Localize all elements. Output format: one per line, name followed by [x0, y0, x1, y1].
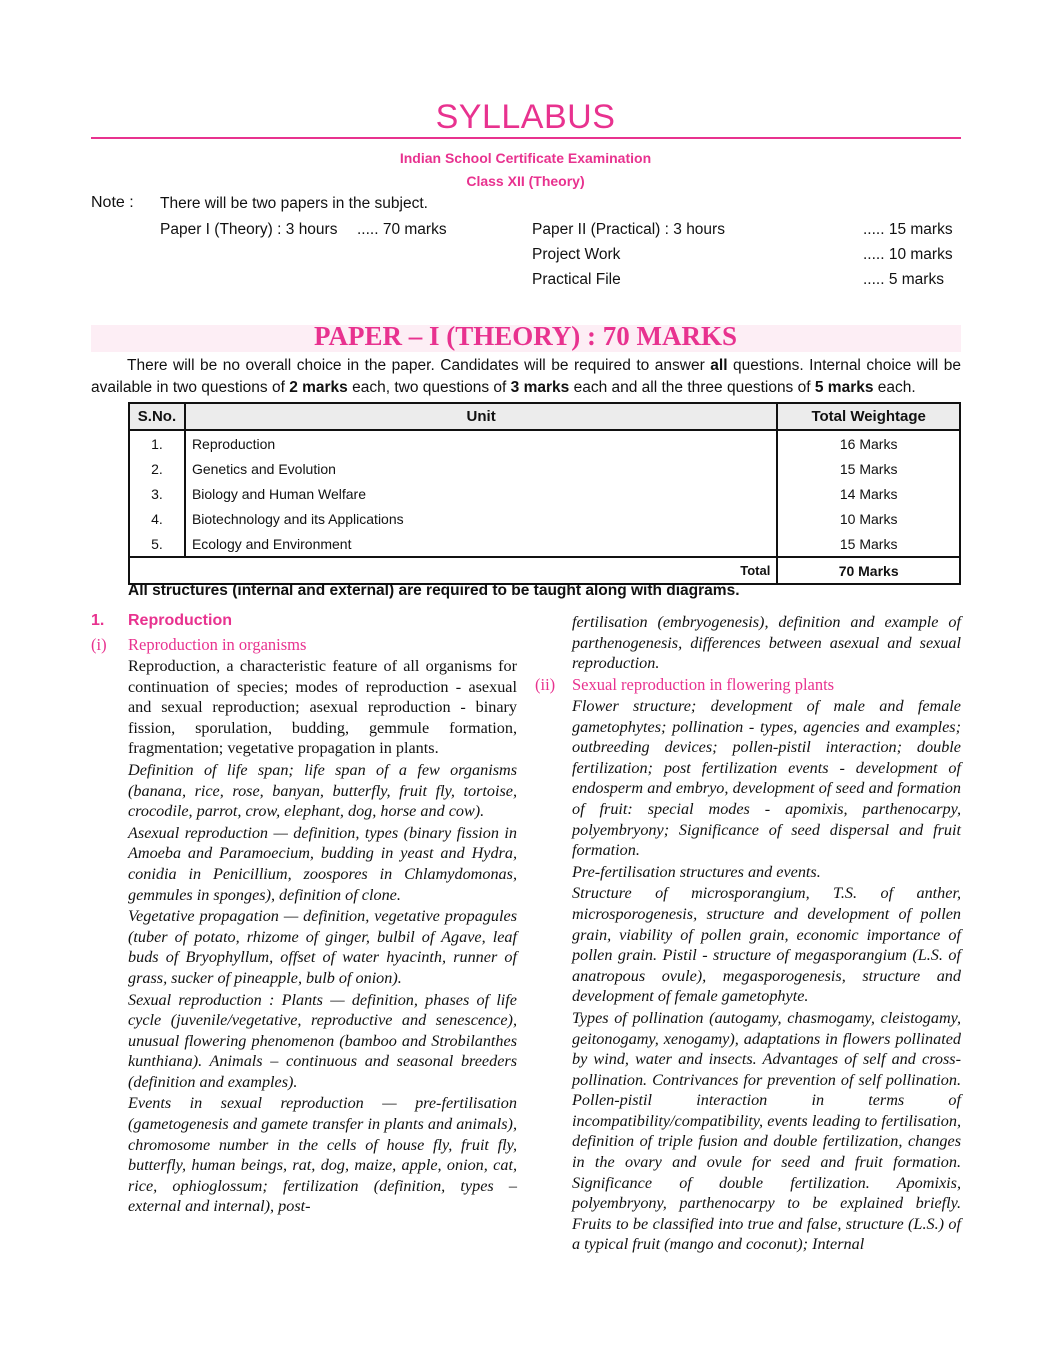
table-row: [129, 531, 960, 557]
col-header-sno: S.No.: [129, 403, 185, 430]
paragraph: Definition of life span; life span of a few organisms (banana, rice, rose, banyan, butterfly, fruit fly, tortoise, crocodile, parrot, crow, elephant, dog, horse and cow).: [128, 760, 517, 821]
project-marks: ..... 10 marks: [863, 246, 953, 263]
row-marks: 14 Marks: [777, 481, 960, 506]
paragraph: Events in sexual reproduction — pre-fertilisation (gametogenesis and gamete transfer in plants and animals), chromosome number in the cells of house fly, fruit fly, butterfly, human beings, rat, dog, maize, apple, onion, cat, rice, ophioglossum; fertilization (definition, types – external and internal), post-: [128, 1094, 517, 1216]
project-label: Project Work: [532, 246, 621, 263]
row-sno: 5.: [129, 531, 185, 557]
paragraph: Reproduction, a characteristic feature of all organisms for continuation of species; modes of reproduction - asexual and sexual reproduction; asexual reproduction - binary fission, sporulation, budding, gemmule formation, fragmentation; vegetative propagation in plants.: [128, 657, 517, 758]
row-unit: Reproduction: [185, 430, 777, 456]
paper1-label: Paper I (Theory) : 3 hours: [160, 221, 338, 238]
right-column-continuation: [572, 612, 961, 675]
total-label: Total: [129, 557, 777, 584]
paper2-marks: ..... 15 marks: [863, 221, 953, 238]
subsection-i-number: (i): [91, 635, 107, 654]
title-rule: [91, 137, 961, 139]
paragraph: Pre-fertilisation structures and events.: [572, 862, 821, 881]
paragraph: Vegetative propagation — definition, vegetative propagules (tuber of potato, rhizome of ginger, bulbil of Agave, leaf buds of Bryophyllum, offset of water hyacinth, runner of grass, sucker of pineapple, bulb of onion).: [128, 907, 517, 987]
note-label: Note :: [91, 194, 134, 211]
paragraph: Sexual reproduction : Plants — definition, phases of life cycle (juvenile/vegetative, reproductive and senescence), unusual flowering phenomenon (bamboo and Strobilanthes kunthiana). Animals – continuous and seasonal breeders (definition and examples).: [128, 990, 517, 1091]
section-number: 1.: [91, 612, 105, 629]
row-marks: 10 Marks: [777, 506, 960, 531]
row-unit: Biology and Human Welfare: [185, 481, 777, 506]
paper2-label: Paper II (Practical) : 3 hours: [532, 221, 725, 238]
table-row: [129, 481, 960, 506]
row-unit: Ecology and Environment: [185, 531, 777, 557]
table-row: [129, 506, 960, 531]
table-total-row: [129, 557, 960, 584]
row-sno: 3.: [129, 481, 185, 506]
left-column-text: [128, 656, 517, 1218]
paragraph: Flower structure; development of male and female gametophytes; pollination - types, agencies and examples; outbreeding devices; pollen-pistil interaction; double fertilization; post fertilization events - development of endosperm and embryo, development of seed and formation of fruit: special modes - apomixis, parthenocarpy, polyembryony; Significance of seed dispersal and fruit formation.: [572, 697, 961, 860]
row-unit: Biotechnology and its Applications: [185, 506, 777, 531]
col-header-weightage: Total Weightage: [777, 403, 960, 430]
row-sno: 1.: [129, 430, 185, 456]
row-marks: 15 Marks: [777, 456, 960, 481]
exam-name: Indian School Certificate Examination: [399, 150, 652, 166]
paper1-marks: ..... 70 marks: [357, 221, 447, 238]
subsection-ii-title: Sexual reproduction in flowering plants: [572, 675, 835, 694]
paper-instructions: There will be no overall choice in the paper. Candidates will be required to answer all questions. Internal choice will be available in two questions of 2 marks each, two questions of 3 marks each and all the three questions of 5 marks each.: [91, 357, 961, 396]
paper-heading: PAPER – I (THEORY) : 70 MARKS: [313, 321, 738, 351]
practical-file-label: Practical File: [532, 271, 621, 288]
practical-file-marks: ..... 5 marks: [863, 271, 944, 288]
right-column-text: [572, 696, 961, 1256]
paragraph: Structure of microsporangium, T.S. of anther, microsporogenesis, structure and development of pollen grain, viability of pollen grain, economic importance of pollen grain. Pistil - structure of megasporangium (L.S. of anatropous ovule), megasporogenesis, structure and development of female gametophyte.: [572, 884, 961, 1006]
paragraph: fertilisation (embryogenesis), definition and example of parthenogenesis, differences between asexual and sexual reproduction.: [572, 613, 961, 673]
row-marks: 15 Marks: [777, 531, 960, 557]
subsection-i-title: Reproduction in organisms: [128, 635, 307, 654]
row-marks: 16 Marks: [777, 430, 960, 456]
class-label: Class XII (Theory): [466, 173, 585, 189]
note-intro: There will be two papers in the subject.: [160, 195, 428, 212]
subsection-ii-number: (ii): [535, 675, 556, 694]
table-header-row: [129, 403, 960, 430]
page-title: SYLLABUS: [435, 98, 616, 136]
table-row: [129, 430, 960, 456]
row-sno: 4.: [129, 506, 185, 531]
diagram-note: All structures (internal and external) are required to be taught along with diagrams.: [128, 582, 740, 599]
section-title: Reproduction: [128, 612, 232, 629]
table-row: [129, 456, 960, 481]
col-header-unit: Unit: [185, 403, 777, 430]
row-sno: 2.: [129, 456, 185, 481]
unit-weightage-table: [128, 402, 961, 585]
total-value: 70 Marks: [777, 557, 960, 584]
row-unit: Genetics and Evolution: [185, 456, 777, 481]
paragraph: Types of pollination (autogamy, chasmogamy, cleistogamy, geitonogamy, xenogamy), adaptations in flowers pollinated by wind, water and insects. Advantages of self and cross-pollination. Contrivances for prevention of self pollination. Pollen-pistil interaction in terms of incompatibility/compatibility, events leading to fertilisation, definition of triple fusion and double fertilization, changes in the ovary and ovule for seed and fruit formation. Significance of double fertilization. Apomixis, polyembryony, parthenocarpy to be explained briefly. Fruits to be classified into true and false, structure (L.S.) of a typical fruit (mango and coconut); Internal: [572, 1008, 961, 1254]
paragraph: Asexual reproduction — definition, types (binary fission in Amoeba and Paramoecium, budding in yeast and Hydra, conidia in Penicillium, zoospores in Chlamydomonas, gemmules in sponges), definition of clone.: [128, 823, 517, 904]
